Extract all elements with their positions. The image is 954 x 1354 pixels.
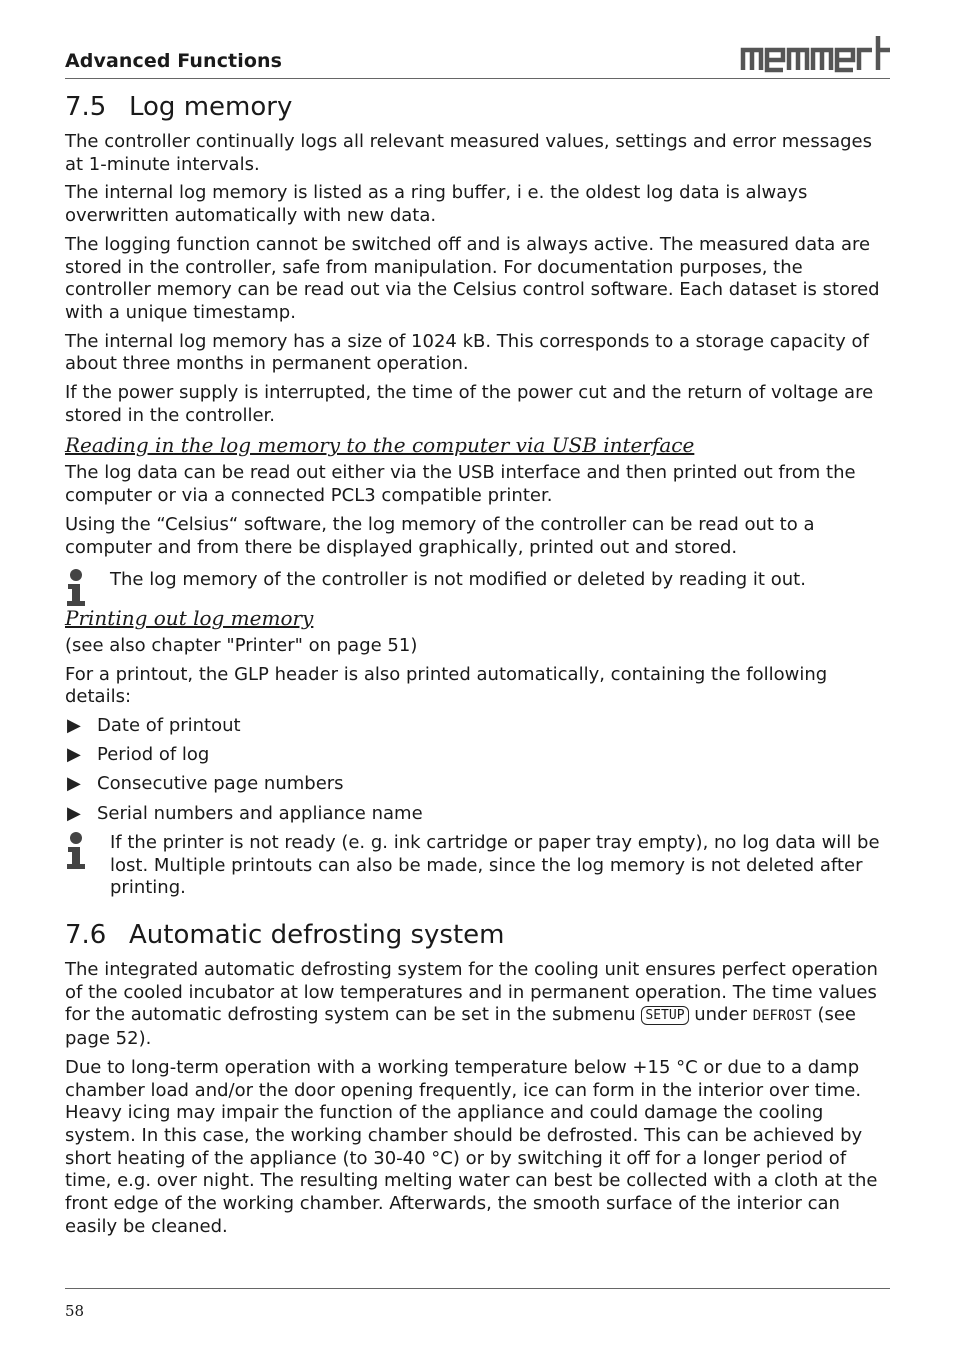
- paragraph: The internal log memory is listed as a ring buffer, i e. the oldest log data is always overwritten automatically with new data.: [65, 182, 808, 227]
- section-heading-7-6: 7.6 Automatic defrosting system: [65, 919, 505, 950]
- info-icon: [65, 832, 89, 877]
- paragraph: The internal log memory has a size of 1024 kB. This corresponds to a storage capacity of about three months in permanent operation.: [65, 330, 869, 375]
- paragraph: Using the “Celsius“ software, the log memory of the controller can be read out to a computer and from there be displayed graphically, printed out and stored.: [65, 513, 815, 558]
- paragraph: The integrated automatic defrosting system for the cooling unit ensures perfect operation of the cooled incubator at low temperatures and in permanent operation. The time values for the automatic defrosting system can be set in the submenu SETUP under DEFROST (see page 52).: [65, 958, 878, 1050]
- section-heading-7-5: 7.5 Log memory: [65, 92, 293, 122]
- note-text: The log memory of the controller is not modified or deleted by reading it out.: [110, 569, 806, 591]
- list-item: ▶ Period of log: [67, 744, 210, 766]
- paragraph: For a printout, the GLP header is also printed automatically, containing the following details:: [65, 663, 828, 708]
- paragraph: The logging function cannot be switched off and is always active. The measured data are stored in the controller, safe from manipulation. For documentation purposes, the controller memory can be read out via the Celsius control software. Each dataset is stored with a unique timestamp.: [65, 233, 880, 323]
- info-note-printing: [65, 832, 890, 900]
- triangle-bullet-icon: ▶: [67, 715, 81, 737]
- paragraph: If the power supply is interrupted, the time of the power cut and the return of voltage are stored in the controller.: [65, 382, 874, 426]
- info-note-usb: [65, 569, 890, 592]
- paragraph: The controller continually logs all relevant measured values, settings and error messages at 1-minute intervals.: [65, 131, 873, 175]
- page-header: [65, 30, 890, 79]
- page-number: 58: [65, 1302, 85, 1320]
- page-content: [65, 90, 890, 1244]
- note-text: If the printer is not ready (e. g. ink cartridge or paper tray empty), no log data will be lost. Multiple printouts can also be made, since the log memory is not deleted after printing.: [110, 831, 880, 899]
- memmert-logo: [740, 32, 890, 78]
- triangle-bullet-icon: ▶: [67, 802, 81, 824]
- list-item: ▶ Date of printout: [67, 715, 241, 737]
- list-item: ▶ Serial numbers and appliance name: [67, 802, 423, 824]
- paragraph: Due to long-term operation with a working temperature below +15 °C or due to a damp chamber load and/or the door opening frequently, ice can form in the interior over time. Heavy icing may impair the function of the appliance and could damage the cooling system. In this case, the working chamber should be defrosted. This can be achieved by short heating of the appliance (to 30-40 °C) or by switching it off for a longer period of time, e.g. over night. The resulting melting water can best be collected with a cloth at the front edge of the working chamber. Afterwards, the smooth surface of the interior can easily be cleaned.: [65, 1056, 878, 1237]
- info-icon: [65, 569, 89, 614]
- triangle-bullet-icon: ▶: [67, 773, 81, 795]
- list-item: ▶ Consecutive page numbers: [67, 773, 344, 795]
- subheading-printing: Printing out log memory: [65, 605, 314, 630]
- header-section-title: Advanced Functions: [65, 50, 283, 72]
- glp-header-list: [65, 715, 890, 825]
- triangle-bullet-icon: ▶: [67, 744, 81, 766]
- paragraph: The log data can be read out either via the USB interface and then printed out from the computer or via a connected PCL3 compatible printer.: [65, 462, 856, 507]
- setup-key: SETUP: [641, 1006, 688, 1025]
- page-footer: [65, 1288, 890, 1320]
- defrost-display-text: DEFROST: [752, 1008, 812, 1025]
- subheading-usb: Reading in the log memory to the computer via USB interface: [65, 433, 695, 458]
- paragraph-reference: (see also chapter "Printer" on page 51): [65, 634, 418, 656]
